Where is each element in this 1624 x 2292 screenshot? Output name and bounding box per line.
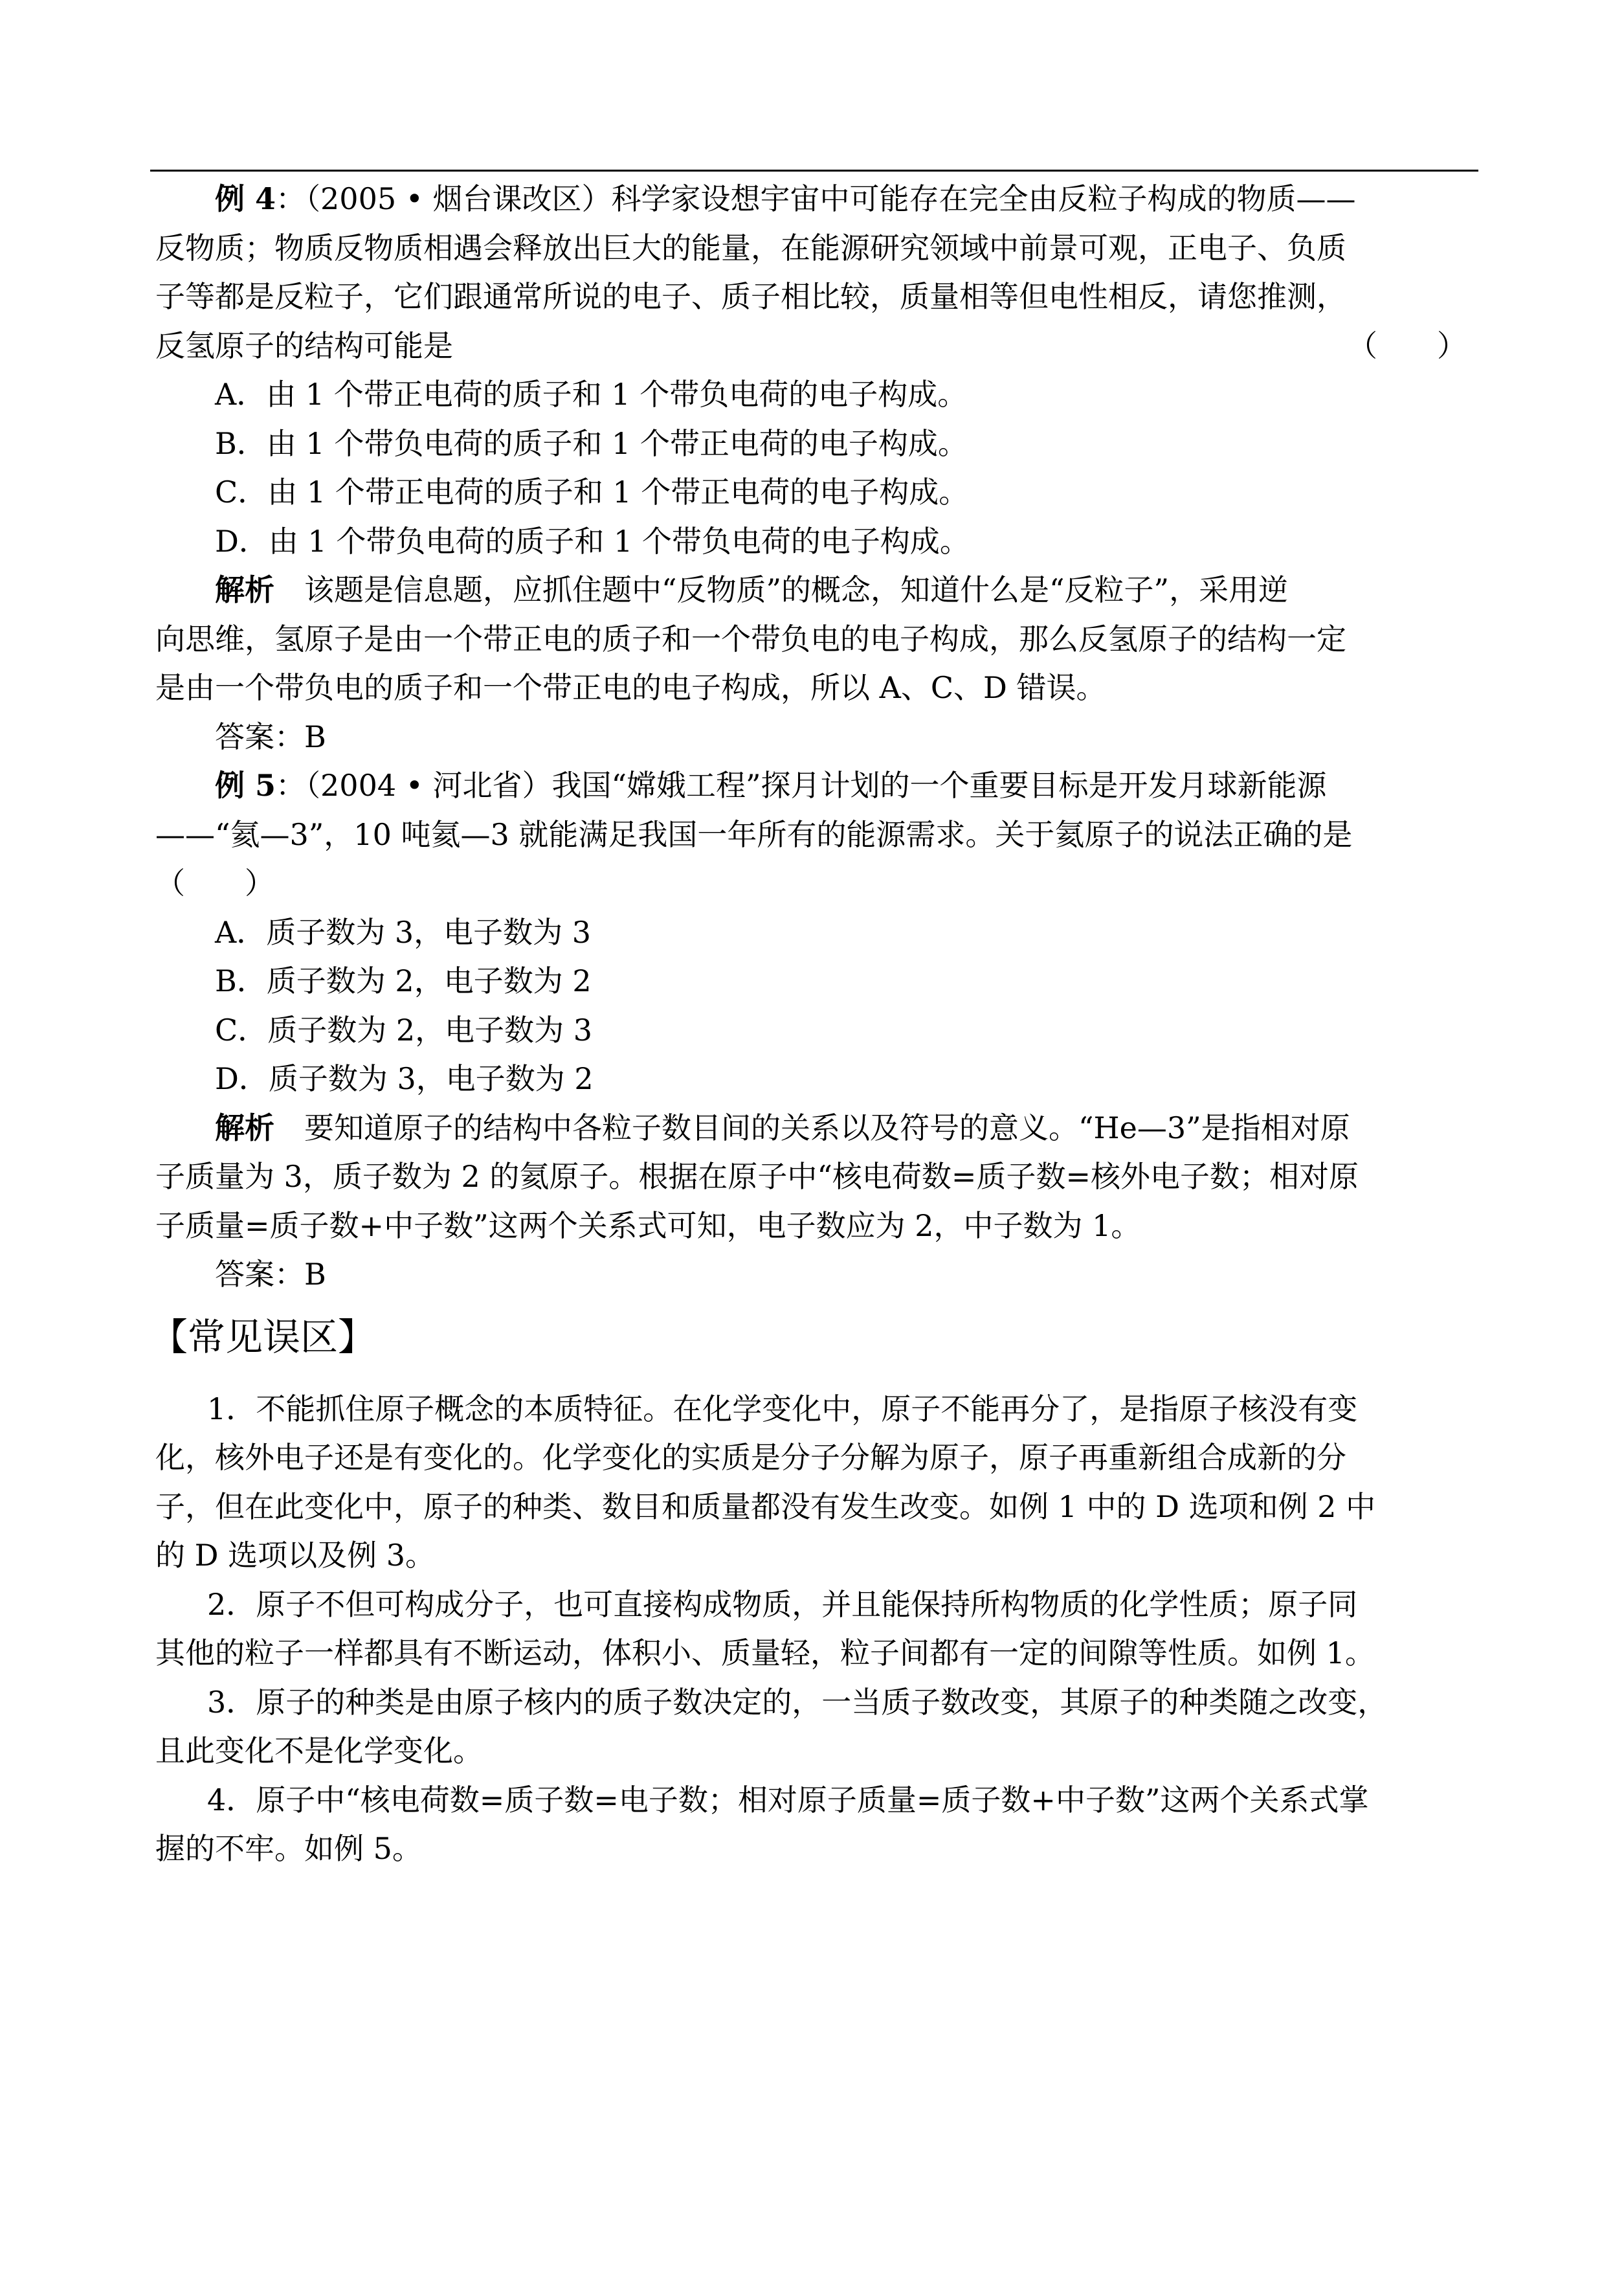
analysis-label: 解析 [215, 1110, 274, 1145]
example5-line1: 例 5：（2004 • 河北省）我国“嫦娥工程”探月计划的一个重要目标是开发月球新能源 [215, 768, 1327, 803]
section-heading: 【常见误区】 [150, 1314, 376, 1359]
example4-label: 例 4 [215, 181, 276, 216]
example4-option-c: C．由 1 个带正电荷的质子和 1 个带正电荷的电子构成。 [215, 475, 969, 510]
pitfall-1-line4: 的 D 选项以及例 3。 [155, 1538, 436, 1573]
example5-label: 例 5 [215, 768, 276, 803]
example5-analysis-line1: 解析 要知道原子的结构中各粒子数目间的关系以及符号的意义。“He—3”是指相对原 [215, 1110, 1350, 1145]
analysis-label: 解析 [215, 572, 274, 607]
example4-answer: 答案：B [215, 719, 326, 754]
document-body [150, 175, 1480, 1874]
example5-analysis-line3: 子质量=质子数+中子数”这两个关系式可知，电子数应为 2，中子数为 1。 [155, 1208, 1141, 1243]
example5-option-b: B．质子数为 2，电子数为 2 [215, 963, 592, 998]
example4-line2: 反物质；物质反物质相遇会释放出巨大的能量，在能源研究领域中前景可观，正电子、负质 [155, 230, 1346, 265]
answer-blank: （ ） [1348, 328, 1467, 363]
example4-analysis-line1: 解析 该题是信息题，应抓住题中“反物质”的概念，知道什么是“反粒子”，采用逆 [215, 572, 1289, 607]
example5-option-a: A．质子数为 3，电子数为 3 [215, 914, 591, 950]
example4-option-d: D．由 1 个带负电荷的质子和 1 个带负电荷的电子构成。 [215, 523, 970, 559]
example5-line2: ——“氦—3”，10 吨氦—3 就能满足我国一年所有的能源需求。关于氦原子的说法正确的是 [155, 816, 1353, 852]
example5-option-d: D．质子数为 3，电子数为 2 [215, 1061, 594, 1096]
example4-option-b: B．由 1 个带负电荷的质子和 1 个带正电荷的电子构成。 [215, 425, 968, 461]
pitfall-4-line2: 握的不牢。如例 5。 [155, 1831, 422, 1866]
example5-analysis-line2: 子质量为 3，质子数为 2 的氦原子。根据在原子中“核电荷数=质子数=核外电子数；相对原 [155, 1159, 1359, 1194]
example4-option-a: A．由 1 个带正电荷的质子和 1 个带负电荷的电子构成。 [215, 377, 968, 412]
example4-analysis-line3: 是由一个带负电的质子和一个带正电的电子构成，所以 A、C、D 错误。 [155, 670, 1106, 705]
header-rule [150, 170, 1478, 172]
pitfall-1-line3: 子，但在此变化中，原子的种类、数目和质量都没有发生改变。如例 1 中的 D 选项和例 2 中 [155, 1489, 1376, 1524]
pitfall-1-line1: 1．不能抓住原子概念的本质特征。在化学变化中，原子不能再分了，是指原子核没有变 [207, 1391, 1358, 1426]
example4-line3: 子等都是反粒子，它们跟通常所说的电子、质子相比较，质量相等但电性相反，请您推测， [155, 279, 1346, 314]
pitfall-4-line1: 4．原子中“核电荷数=质子数=电子数；相对原子质量=质子数+中子数”这两个关系式掌 [207, 1782, 1369, 1817]
pitfall-2-line1: 2．原子不但可构成分子，也可直接构成物质，并且能保持所构物质的化学性质；原子同 [207, 1586, 1358, 1622]
pitfall-3-line2: 且此变化不是化学变化。 [155, 1733, 483, 1768]
example4-line4: 反氢原子的结构可能是 （ ） [155, 322, 1480, 371]
example5-answer: 答案：B [215, 1257, 326, 1292]
example5-option-c: C．质子数为 2，电子数为 3 [215, 1012, 592, 1048]
pitfall-3-line1: 3．原子的种类是由原子核内的质子数决定的，一当质子数改变，其原子的种类随之改变， [207, 1684, 1388, 1720]
pitfall-2-line2: 其他的粒子一样都具有不断运动，体积小、质量轻，粒子间都有一定的间隙等性质。如例 1。 [155, 1635, 1375, 1670]
example4-line1: 例 4：（2005 • 烟台课改区）科学家设想宇宙中可能存在完全由反粒子构成的物质—— [215, 181, 1356, 216]
pitfall-1-line2: 化，核外电子还是有变化的。化学变化的实质是分子分解为原子，原子再重新组合成新的分 [155, 1440, 1346, 1475]
example5-line3: （ ） [155, 866, 274, 901]
example4-analysis-line2: 向思维，氢原子是由一个带正电的质子和一个带负电的电子构成，那么反氢原子的结构一定 [155, 621, 1346, 657]
